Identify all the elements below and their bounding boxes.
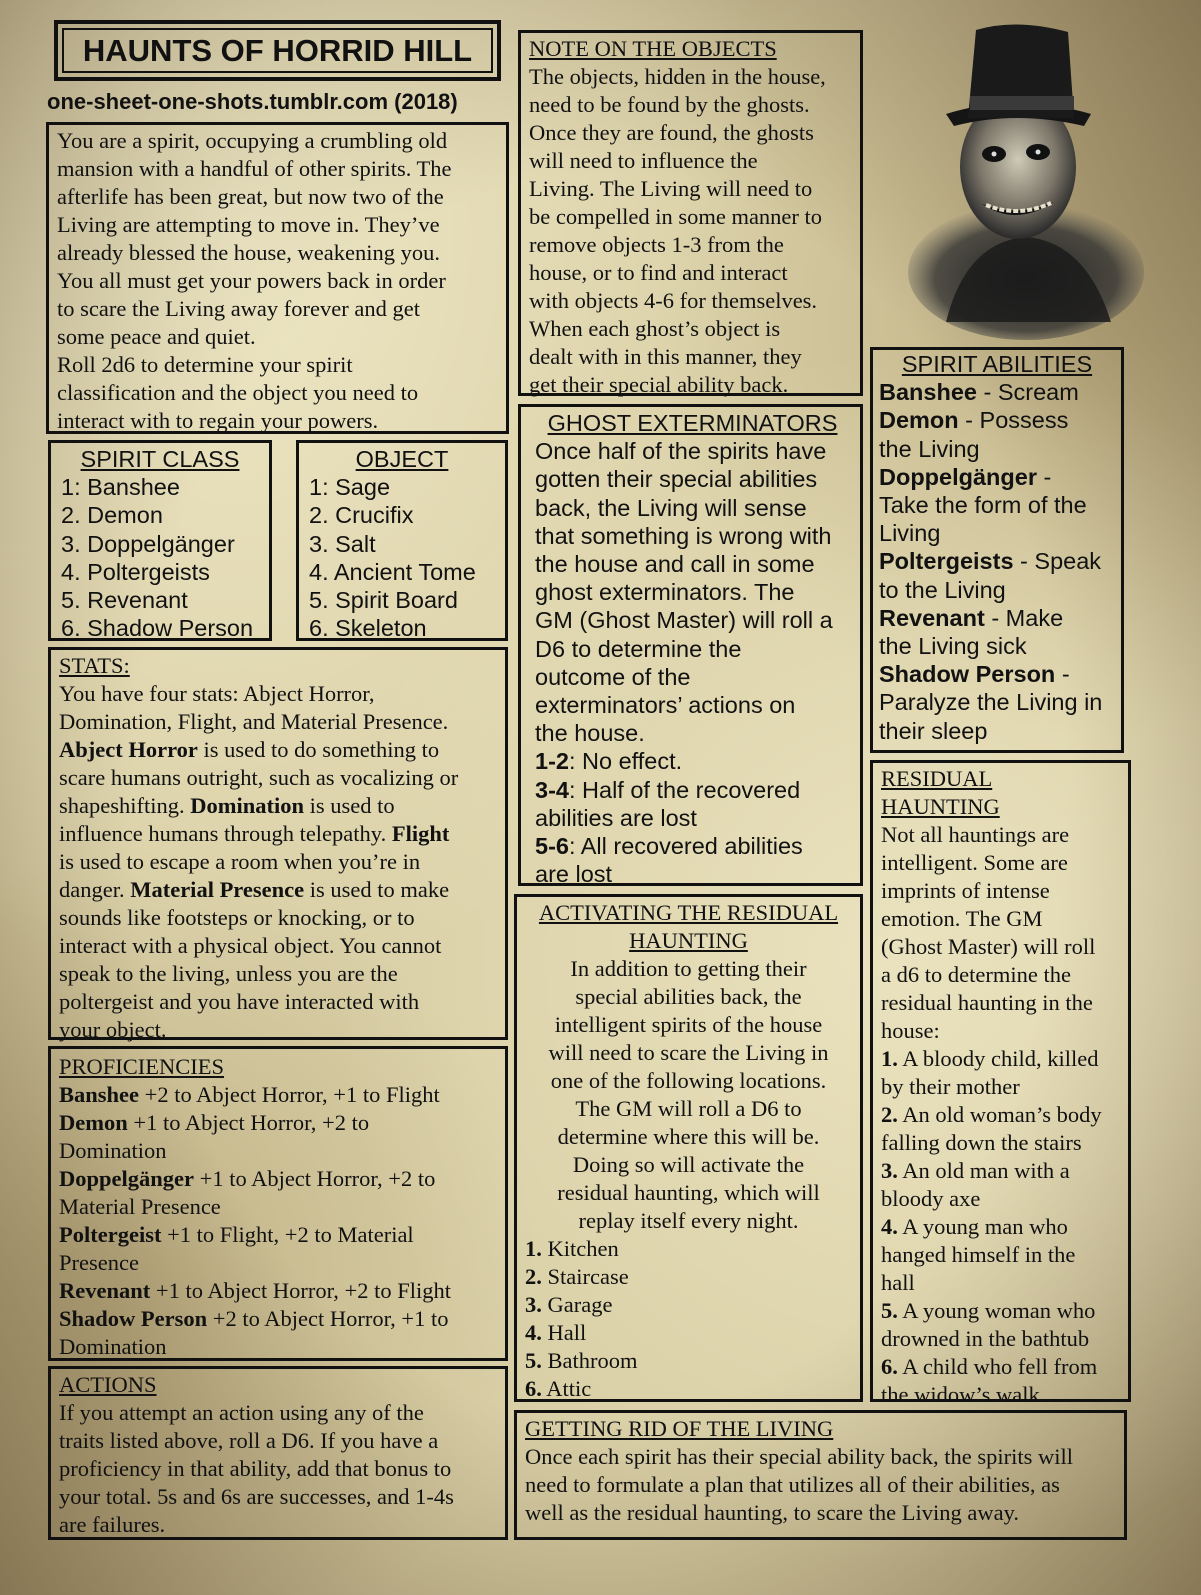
residual-line: house: xyxy=(881,1018,940,1043)
residual-line: a d6 to determine the xyxy=(881,962,1071,987)
residual-line: imprints of intense xyxy=(881,878,1050,903)
activating-line: The GM will roll a D6 to xyxy=(575,1096,802,1121)
actions-line: If you attempt an action using any of the xyxy=(59,1400,424,1425)
haunting-text: A young woman who xyxy=(897,1298,1096,1323)
activating-line: will need to scare the Living in xyxy=(548,1040,829,1065)
page-title xyxy=(54,20,501,81)
haunting-number: 6. xyxy=(881,1354,898,1379)
ability-text: Living xyxy=(879,520,941,547)
ability-text: Paralyze the Living in xyxy=(879,689,1103,716)
list-item: 1: Banshee xyxy=(61,474,180,501)
stats-line: danger. xyxy=(59,877,131,902)
stat-domination: Domination xyxy=(190,793,304,818)
location-name: Attic xyxy=(541,1376,592,1401)
intro-line: some peace and quiet. xyxy=(57,324,256,349)
list-item: 4. Poltergeists xyxy=(61,558,210,585)
note-line: will need to influence the xyxy=(529,148,758,173)
ability-text: - Possess xyxy=(958,407,1069,434)
stats-line: scare humans outright, such as vocalizing or xyxy=(59,765,459,790)
location-name: Staircase xyxy=(541,1264,629,1289)
stats-heading: STATS: xyxy=(59,653,130,678)
activating-line: replay itself every night. xyxy=(578,1208,799,1233)
stats-line: influence humans through telepathy. xyxy=(59,821,392,846)
proficiency-name: Banshee xyxy=(59,1082,140,1107)
haunting-text: the widow’s walk xyxy=(881,1382,1040,1407)
spirit-abilities-heading: SPIRIT ABILITIES xyxy=(901,351,1093,377)
exterminators-heading: GHOST EXTERMINATORS xyxy=(547,410,838,436)
location-number: 2. xyxy=(525,1264,542,1289)
list-item: 3. Doppelgänger xyxy=(61,530,235,557)
exterminators-line: back, the Living will sense xyxy=(535,494,807,521)
roll-text: are lost xyxy=(535,861,613,888)
intro-line: interact with to regain your powers. xyxy=(57,408,379,433)
list-item: 6. Shadow Person xyxy=(61,615,254,642)
ability-text: the Living xyxy=(879,435,980,462)
stats-line: You have four stats: Abject Horror, xyxy=(59,681,375,706)
proficiency-text: Material Presence xyxy=(59,1194,221,1219)
activating-line: Doing so will activate the xyxy=(572,1152,805,1177)
intro-line: classification and the object you need to xyxy=(57,380,419,405)
ability-spirit-name: Doppelgänger xyxy=(879,463,1037,490)
exterminators-line: outcome of the xyxy=(535,663,691,690)
roll-result: 5-6 xyxy=(535,833,569,860)
intro-line: You are a spirit, occupying a crumbling old xyxy=(57,128,448,153)
list-item: 6. Skeleton xyxy=(309,615,427,642)
list-item: 4. Ancient Tome xyxy=(309,558,476,585)
proficiency-text: +1 to Abject Horror, +2 to xyxy=(127,1110,370,1135)
ability-spirit-name: Shadow Person xyxy=(879,661,1056,688)
intro-line: to scare the Living away forever and get xyxy=(57,296,420,321)
spirit-class-heading: SPIRIT CLASS xyxy=(80,446,240,472)
activating-heading: HAUNTING xyxy=(629,928,748,953)
stat-flight: Flight xyxy=(391,821,450,846)
proficiency-text: +2 to Abject Horror, +1 to Flight xyxy=(139,1082,440,1107)
stats-box xyxy=(48,647,508,1040)
residual-line: (Ghost Master) will roll xyxy=(881,934,1096,959)
ability-text: to the Living xyxy=(879,576,1006,603)
stats-line: speak to the living, unless you are the xyxy=(59,961,398,986)
getting-rid-heading: GETTING RID OF THE LIVING xyxy=(525,1416,834,1441)
intro-line: Living are attempting to move in. They’ve xyxy=(57,212,440,237)
stat-material-presence: Material Presence xyxy=(130,877,305,902)
activating-line: residual haunting, which will xyxy=(557,1180,820,1205)
proficiency-text: Presence xyxy=(59,1250,139,1275)
ability-text: - Make xyxy=(984,604,1064,631)
note-line: When each ghost’s object is xyxy=(529,316,781,341)
note-line: get their special ability back. xyxy=(529,372,789,397)
proficiency-name: Revenant xyxy=(59,1278,151,1303)
proficiency-text: +1 to Flight, +2 to Material xyxy=(161,1222,414,1247)
location-number: 6. xyxy=(525,1376,542,1401)
location-number: 4. xyxy=(525,1320,542,1345)
note-line: Once they are found, the ghosts xyxy=(529,120,814,145)
proficiency-name: Doppelgänger xyxy=(59,1166,194,1191)
haunting-text: A bloody child, killed xyxy=(897,1046,1099,1071)
list-item: 2. Demon xyxy=(61,502,163,529)
ability-text: Take the form of the xyxy=(879,492,1087,519)
roll-text: : Half of the recovered xyxy=(568,776,801,803)
location-number: 3. xyxy=(525,1292,542,1317)
ability-spirit-name: Revenant xyxy=(879,604,985,631)
activating-line: special abilities back, the xyxy=(575,984,802,1009)
intro-line: You all must get your powers back in order xyxy=(57,268,446,293)
proficiency-name: Demon xyxy=(59,1110,128,1135)
proficiency-text: +1 to Abject Horror, +2 to xyxy=(194,1166,436,1191)
actions-line: traits listed above, roll a D6. If you have a xyxy=(59,1428,439,1453)
exterminators-line: GM (Ghost Master) will roll a xyxy=(535,607,833,634)
exterminators-line: gotten their special abilities xyxy=(535,466,818,493)
proficiency-name: Poltergeist xyxy=(59,1222,162,1247)
stats-line: your object. xyxy=(59,1017,167,1042)
note-line: dealt with in this manner, they xyxy=(529,344,802,369)
spirit-abilities-box xyxy=(870,347,1124,753)
roll-text: : All recovered abilities xyxy=(568,833,803,860)
proficiency-text: Domination xyxy=(59,1334,167,1359)
title-inner-border xyxy=(62,28,493,73)
intro-line: Roll 2d6 to determine your spirit xyxy=(57,352,353,377)
actions-line: proficiency in that ability, add that bonus to xyxy=(59,1456,452,1481)
haunting-number: 1. xyxy=(881,1046,898,1071)
getting-rid-line: Once each spirit has their special ability back, the spirits will xyxy=(525,1444,1073,1469)
proficiency-text: +1 to Abject Horror, +2 to Flight xyxy=(150,1278,451,1303)
location-number: 5. xyxy=(525,1348,542,1373)
stats-line: sounds like footsteps or knocking, or to xyxy=(59,905,415,930)
proficiencies-heading: PROFICIENCIES xyxy=(59,1054,225,1079)
haunting-text: An old woman’s body xyxy=(897,1102,1102,1127)
intro-line: mansion with a handful of other spirits. The xyxy=(57,156,452,181)
haunting-text: hanged himself in the xyxy=(881,1242,1076,1267)
getting-rid-box xyxy=(514,1410,1127,1540)
activating-line: intelligent spirits of the house xyxy=(554,1012,823,1037)
ability-text: - xyxy=(1036,463,1052,490)
proficiencies-box xyxy=(48,1046,508,1361)
roll-text: : No effect. xyxy=(568,748,683,775)
spirit-class-box xyxy=(48,440,272,641)
title-text: HAUNTS OF HORRID HILL xyxy=(82,33,473,68)
object-heading: OBJECT xyxy=(355,446,449,472)
stats-line: is used to make xyxy=(304,877,450,902)
residual-line: emotion. The GM xyxy=(881,906,1043,931)
note-line: need to be found by the ghosts. xyxy=(529,92,810,117)
exterminators-line: that something is wrong with xyxy=(535,522,832,549)
actions-line: your total. 5s and 6s are successes, and 1-4s xyxy=(59,1484,454,1509)
activating-line: In addition to getting their xyxy=(570,956,807,981)
exterminators-line: the house and call in some xyxy=(535,551,815,578)
actions-line: are failures. xyxy=(59,1512,166,1537)
activating-line: one of the following locations. xyxy=(550,1068,827,1093)
haunting-text: drowned in the bathtub xyxy=(881,1326,1090,1351)
exterminators-line: D6 to determine the xyxy=(535,635,742,662)
ability-text: their sleep xyxy=(879,717,988,744)
exterminators-box xyxy=(518,404,863,886)
stats-line: is used to escape a room when you’re in xyxy=(59,849,421,874)
actions-heading: ACTIONS xyxy=(59,1372,157,1397)
location-name: Bathroom xyxy=(541,1348,638,1373)
list-item: 1: Sage xyxy=(309,474,391,501)
proficiency-text: Domination xyxy=(59,1138,167,1163)
intro-line: afterlife has been great, but now two of the xyxy=(57,184,444,209)
note-objects-heading: NOTE ON THE OBJECTS xyxy=(529,36,777,61)
haunting-number: 5. xyxy=(881,1298,898,1323)
activating-residual-box xyxy=(514,894,863,1402)
note-line: The objects, hidden in the house, xyxy=(529,64,826,89)
haunting-number: 3. xyxy=(881,1158,898,1183)
list-item: 3. Salt xyxy=(309,530,376,557)
ghost-man-portrait xyxy=(906,22,1146,340)
ability-text: - xyxy=(1055,661,1070,688)
object-box xyxy=(296,440,508,641)
location-name: Garage xyxy=(541,1292,613,1317)
ability-spirit-name: Poltergeists xyxy=(879,548,1014,575)
intro-line: already blessed the house, weakening you. xyxy=(57,240,441,265)
stats-line: is used to do something to xyxy=(197,737,440,762)
list-item: 5. Revenant xyxy=(61,587,188,614)
note-objects-box xyxy=(518,30,863,396)
haunting-text: An old man with a xyxy=(897,1158,1070,1183)
note-line: with objects 4-6 for themselves. xyxy=(529,288,818,313)
proficiency-text: +2 to Abject Horror, +1 to xyxy=(207,1306,449,1331)
stats-line: shapeshifting. xyxy=(59,793,191,818)
note-line: be compelled in some manner to xyxy=(529,204,823,229)
roll-result: 1-2 xyxy=(535,748,569,775)
note-line: house, or to find and interact xyxy=(529,260,788,285)
location-name: Hall xyxy=(541,1320,587,1345)
stats-line: poltergeist and you have interacted with xyxy=(59,989,420,1014)
ability-text: the Living sick xyxy=(879,633,1027,660)
haunting-text: bloody axe xyxy=(881,1186,981,1211)
location-name: Kitchen xyxy=(541,1236,619,1261)
haunting-text: A young man who xyxy=(897,1214,1068,1239)
roll-result: 3-4 xyxy=(535,776,569,803)
activating-line: determine where this will be. xyxy=(557,1124,820,1149)
stats-line: interact with a physical object. You cannot xyxy=(59,933,442,958)
roll-text: abilities are lost xyxy=(535,804,697,831)
haunting-number: 2. xyxy=(881,1102,898,1127)
residual-line: residual haunting in the xyxy=(881,990,1093,1015)
residual-haunting-box xyxy=(870,760,1131,1407)
haunting-number: 4. xyxy=(881,1214,898,1239)
haunting-text: hall xyxy=(881,1270,915,1295)
ability-text: - Scream xyxy=(976,379,1079,406)
exterminators-line: exterminators’ actions on xyxy=(535,692,796,719)
actions-box xyxy=(48,1366,508,1540)
source-url: one-sheet-one-shots.tumblr.com (2018) xyxy=(47,89,458,114)
ability-spirit-name: Demon xyxy=(879,407,959,434)
exterminators-line: Once half of the spirits have xyxy=(535,438,827,465)
stats-line: is used to xyxy=(304,793,395,818)
stats-line: Domination, Flight, and Material Presence. xyxy=(59,709,449,734)
proficiency-name: Shadow Person xyxy=(59,1306,208,1331)
stat-abject-horror: Abject Horror xyxy=(59,737,198,762)
location-number: 1. xyxy=(525,1236,542,1261)
note-line: remove objects 1-3 from the xyxy=(529,232,784,257)
ability-text: - Speak xyxy=(1013,548,1102,575)
haunting-text: falling down the stairs xyxy=(881,1130,1082,1155)
intro-box xyxy=(46,122,509,434)
activating-heading: ACTIVATING THE RESIDUAL xyxy=(538,900,839,925)
list-item: 2. Crucifix xyxy=(309,502,414,529)
exterminators-line: ghost exterminators. The xyxy=(535,579,795,606)
note-line: Living. The Living will need to xyxy=(529,176,813,201)
getting-rid-line: well as the residual haunting, to scare the Living away. xyxy=(525,1500,1020,1525)
exterminators-line: the house. xyxy=(535,720,645,747)
haunting-text: A child who fell from xyxy=(897,1354,1098,1379)
haunting-text: by their mother xyxy=(881,1074,1020,1099)
residual-line: intelligent. Some are xyxy=(881,850,1068,875)
residual-line: Not all hauntings are xyxy=(881,822,1070,847)
ability-spirit-name: Banshee xyxy=(879,379,977,406)
residual-heading: HAUNTING xyxy=(881,794,1000,819)
list-item: 5. Spirit Board xyxy=(309,587,458,614)
residual-heading: RESIDUAL xyxy=(881,766,993,791)
getting-rid-line: need to formulate a plan that utilizes all of their abilities, as xyxy=(525,1472,1060,1497)
